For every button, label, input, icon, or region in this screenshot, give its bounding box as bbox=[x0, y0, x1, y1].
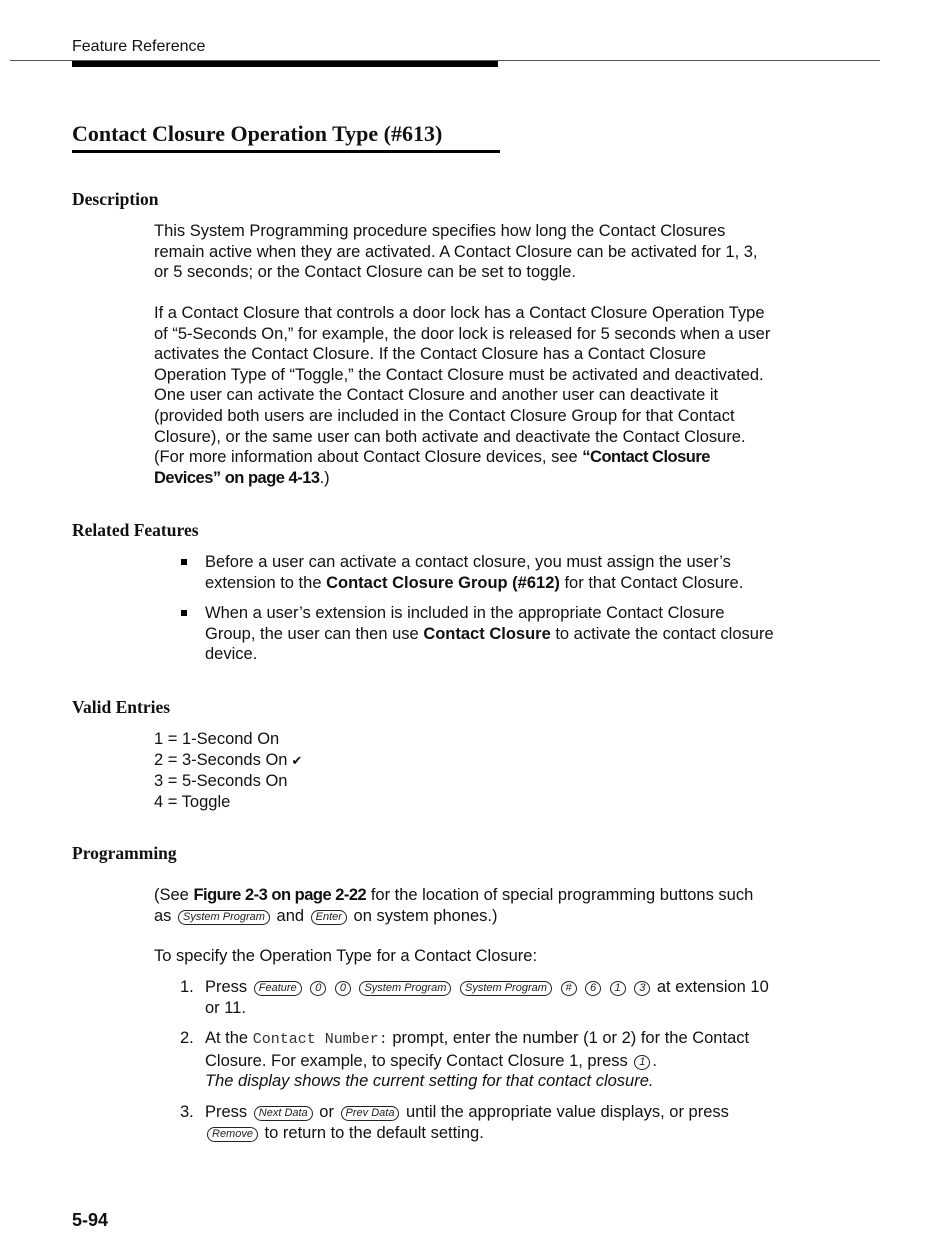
programming-see-note: (See Figure 2-3 on page 2-22 for the location of special programming buttons such as System Program and Enter on system phones.) bbox=[154, 886, 754, 925]
six-key-icon: 6 bbox=[585, 981, 601, 996]
one-key-icon: 1 bbox=[634, 1055, 650, 1070]
display-note: The display shows the current setting for that contact closure. bbox=[205, 1072, 654, 1091]
programming-heading: Programming bbox=[72, 843, 177, 863]
list-item: 3. Press Next Data or Prev Data until the appropriate value displays, or press Remove to return to the default setting. bbox=[180, 1102, 729, 1142]
list-item: Before a user can activate a contact closure, you must assign the user’s extension to the Contact Closure Group (#612) for that Contact Closure. bbox=[154, 552, 774, 593]
page-number: 5-94 bbox=[72, 1210, 109, 1230]
one-key-icon: 1 bbox=[610, 981, 626, 996]
list-item: 3 = 5-Seconds On bbox=[154, 772, 288, 791]
description-p2-text: If a Contact Closure that controls a door lock has a Contact Closure Operation Type of “5-Seconds On,” for example, the door lock is released for 5 seconds when a user activates the Contact Closure. If the Contact Closure has a Contact Closure Operation Type of “Toggle,” the Contact Closure must be activated and deactivated. One user can activate the Contact Closure and another user can deactivate it (provided both users are included in the Contact Closure Group for that Contact Closure), or the same user can both activate and deactivate the Contact Closure. (For more information about Contact Closure devices, see bbox=[154, 304, 771, 467]
list-item: When a user’s extension is included in the appropriate Contact Closure Group, the user can then use Contact Closure to activate the contact closure device. bbox=[154, 603, 774, 665]
figure-2-3-link[interactable]: Figure 2-3 on page 2-22 bbox=[193, 886, 367, 904]
bullet-square-icon bbox=[181, 610, 187, 616]
system-program-key-icon: System Program bbox=[460, 981, 552, 996]
bullet-square-icon bbox=[181, 559, 187, 565]
zero-key-icon: 0 bbox=[310, 981, 326, 996]
description-paragraph-2 bbox=[154, 303, 774, 488]
prev-data-key-icon: Prev Data bbox=[341, 1106, 400, 1121]
system-program-key-icon: System Program bbox=[359, 981, 451, 996]
valid-entries-list bbox=[154, 729, 302, 812]
list-item: 4 = Toggle bbox=[154, 792, 231, 811]
next-data-key-icon: Next Data bbox=[254, 1106, 313, 1121]
three-key-icon: 3 bbox=[634, 981, 650, 996]
remove-key-icon: Remove bbox=[207, 1127, 258, 1142]
list-item: 1 = 1-Second On bbox=[154, 730, 280, 748]
related-features-list bbox=[154, 552, 774, 675]
contact-closure-feature-link[interactable]: Contact Closure bbox=[423, 624, 551, 643]
contact-closure-group-link[interactable]: Contact Closure Group (#612) bbox=[326, 573, 560, 592]
description-paragraph-1: This System Programming procedure specifies how long the Contact Closures remain active when they are activated. A Contact Closure can be activated for 1, 3, or 5 seconds; or the Contact Closure can be set to toggle. bbox=[154, 222, 758, 282]
valid-entries-heading: Valid Entries bbox=[72, 697, 171, 717]
description-heading: Description bbox=[72, 189, 159, 209]
programming-steps bbox=[154, 977, 774, 1153]
enter-key-icon: Enter bbox=[311, 910, 347, 925]
running-header: Feature Reference bbox=[72, 38, 206, 55]
programming-intro: To specify the Operation Type for a Contact Closure: bbox=[154, 947, 538, 965]
contact-closure-devices-link[interactable]: “Contact Closure Devices” on page 4-13 bbox=[154, 448, 710, 487]
default-checkmark-icon: ✔ bbox=[291, 752, 303, 768]
zero-key-icon: 0 bbox=[335, 981, 351, 996]
related-features-heading: Related Features bbox=[72, 520, 199, 540]
list-item: 2. At the Contact Number: prompt, enter the number (1 or 2) for the Contact Closure. For example, to specify Contact Closure 1, press 1 . The display shows the current setting for that contact closure. bbox=[180, 1029, 750, 1091]
header-bar bbox=[72, 61, 498, 67]
system-program-key-icon: System Program bbox=[178, 910, 270, 925]
hash-key-icon: # bbox=[561, 981, 577, 996]
list-item: 1. Press Feature 0 0 System Program System Program # 6 1 3 at extension 10 or 11. bbox=[180, 978, 769, 1017]
list-item: 2 = 3-Seconds On ✔ bbox=[154, 750, 303, 769]
description-p2-end: .) bbox=[319, 468, 330, 487]
feature-key-icon: Feature bbox=[254, 981, 302, 996]
page-title: Contact Closure Operation Type (#613) bbox=[72, 120, 500, 153]
display-prompt: Contact Number: bbox=[252, 1031, 388, 1049]
